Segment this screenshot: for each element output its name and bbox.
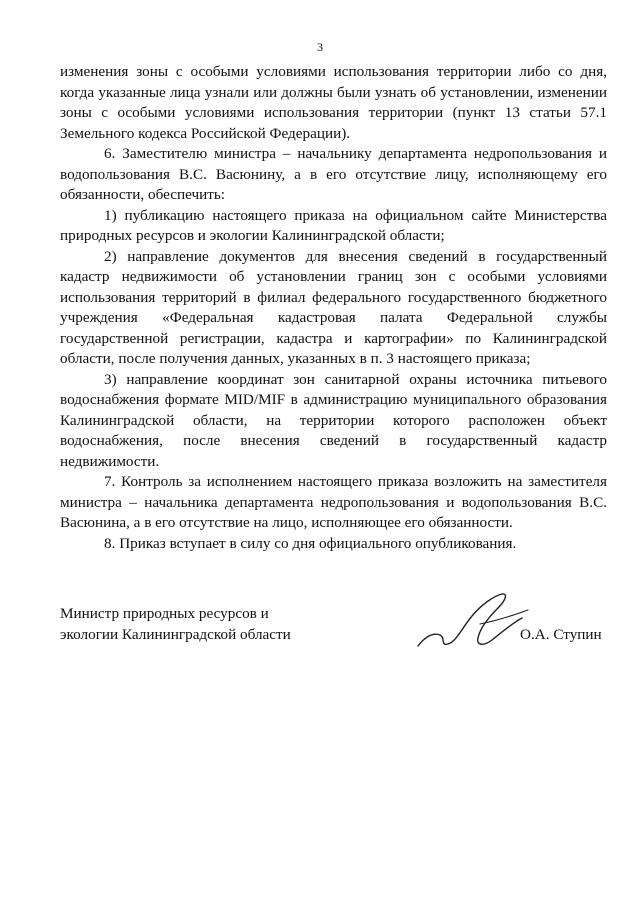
paragraph-item-6: 6. Заместителю министра – начальнику департамента недропользования и водопользования В.С. Васюнину, а в его отсутствие лицу, исполняющему его обязанности, обеспечить: [60, 145, 607, 203]
paragraph-item-8: 8. Приказ вступает в силу со дня официального опубликования. [104, 534, 517, 552]
signatory-position-line-1: Министр природных ресурсов и [60, 605, 269, 622]
paragraph-continuation: изменения зоны с особыми условиями использования территории либо со дня, когда указанные лица узнали или должны были узнать об установлении, изменении зоны с особыми условиями использования территории (пункт 13 статьи 57.1 Земельного кодекса Российской Федерации). [60, 63, 607, 142]
paragraph-subitem-3: 3) направление координат зон санитарной охраны источника питьевого водоснабжения формате MID/MIF в администрацию муниципального образования Калининградской области, на территории которого расположен объект водоснабжения, после внесения сведений в государственный кадастр недвижимости. [60, 370, 607, 470]
paragraph-item-7: 7. Контроль за исполнением настоящего приказа возложить на заместителя министра – начальника департамента недропользования и водопользования В.С. Васюнина, а в его отсутствие на лицо, исполняющее его обязанности. [60, 473, 607, 531]
handwritten-signature [410, 588, 550, 658]
signatory-position-line-2: экологии Калининградской области [60, 626, 291, 643]
page-number: 3 [317, 40, 323, 54]
signatory-position [60, 603, 291, 645]
signatory-name: О.А. Ступин [520, 626, 602, 643]
paragraph-subitem-1: 1) публикацию настоящего приказа на официальном сайте Министерства природных ресурсов и экологии Калининградской области; [60, 206, 607, 244]
document-body [60, 62, 607, 554]
paragraph-subitem-2: 2) направление документов для внесения сведений в государственный кадастр недвижимости об установлении границ зон с особыми условиями использования территорий в филиал федерального государственного бюджетного учреждения «Федеральная кадастровая палата Федеральной службы государственной регистрации, кадастра и картографии» по Калининградской области, после получения данных, указанных в п. 3 настоящего приказа; [60, 247, 607, 367]
